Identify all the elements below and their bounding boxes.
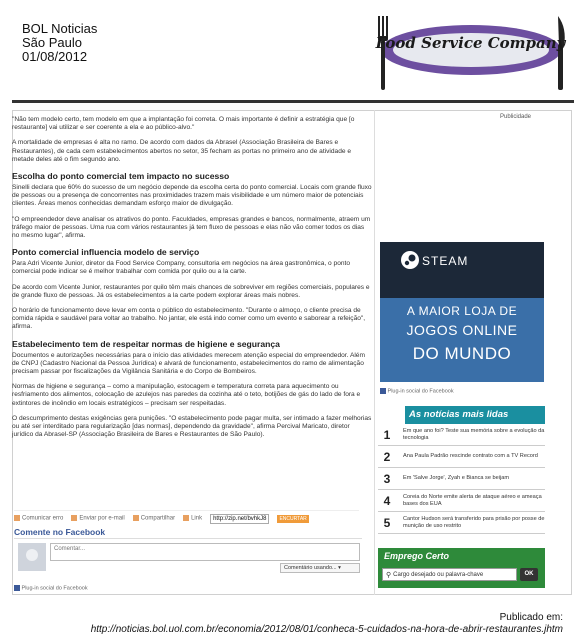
shorten-button[interactable]: ENCURTAR [279,515,307,522]
rank-number: 1 [383,427,391,442]
article-subheading: Escolha do ponto comercial tem impacto no sucesso [12,171,230,182]
rank-number: 3 [383,471,391,486]
article-paragraph: Normas de higiene e segurança – como a manipulação, estocagem e temperatura correta para aquecimento ou resfriamento dos alimentos, colocação de azulejos nas paredes da cozinha até o teto, botijões de gás do lado de fora e extintores de incêndio em locais estratégicos – precisam ser respeitadas. [12,383,361,407]
article-paragraph: Sinelli declara que 60% do sucesso de um negócio depende da escolha certa do ponto comercial. Locais com grande fluxo de pessoas ou a presença de concorrentes nas proximidades trazem mais visibilidade e um número maior de potenciais clientes. Áreas menos conhecidas demandam esforço maior de divulgação. [12,184,372,208]
article-paragraph: O descumprimento destas exigências gera punições. "O estabelecimento pode pagar multa, ser intimado a fazer melhorias ou até ser interditado para regularização [das normas], dependendo da gravidade", afirma Percival Maricato, diretor jurídico da Abrasel-SP (Associação Brasileira de Bares e Restaurantes de São Paulo). [12,414,372,439]
report-error-link[interactable] [14,515,63,522]
avatar [18,543,46,571]
ad-line-1: A MAIOR LOJA DE [406,304,518,318]
rank-number: 5 [383,515,391,530]
report-error-label: Comunicar erro [22,515,64,522]
article-paragraph: "O empreendedor deve analisar os atrativos do ponto. Faculdades, empresas grandes e bancos, normalmente, atraem um tráfego maior de pessoas. Uma rua com vários restaurantes já tem fluxo de pessoas e elas não vão comer todos os dias no mesmo lugar", afirma. [12,215,371,240]
source-date: 01/08/2012 [22,49,88,64]
comments-title: Comente no Facebook [14,527,106,537]
ad-facebook-plugin [380,388,454,394]
facebook-plugin-text: Plug-in social do Facebook [21,585,88,592]
share-icon [133,515,139,521]
search-icon: ⚲ [386,571,392,579]
email-icon [71,515,77,521]
ad-banner [380,298,544,382]
list-item[interactable] [378,490,545,512]
source-info [22,22,97,64]
list-item[interactable] [378,512,545,534]
steam-logo-icon [400,250,420,270]
job-search-input[interactable] [382,568,517,581]
list-item[interactable] [378,424,545,446]
comment-input[interactable]: Comentar... [50,543,360,561]
link-section [183,515,202,522]
source-name: BOL Noticias [22,21,98,36]
published-url[interactable]: http://noticias.bol.uol.com.br/economia/2012/08/01/conheca-5-cuidados-na-hora-de-abrir-restaurantes.jhtm [90,624,563,635]
news-link[interactable]: Coreia do Norte emite alerta de ataque aéreo e ameaça bases dos EUA [403,493,542,507]
news-link[interactable]: Ana Paula Padrão rescinde contrato com a TV Record [403,453,538,459]
list-item[interactable] [378,446,545,468]
short-link-field[interactable]: http://zip.net/bvhkJ8 [210,514,269,524]
comment-as-dropdown[interactable]: Comentário usando... ▾ [280,563,360,573]
email-link[interactable] [71,515,124,522]
ad-line-2: JOGOS ONLINE [406,322,518,338]
article-paragraph: O horário de funcionamento deve levar em conta o público do estabelecimento. "Durante o almoço, o cliente precisa de comida rápida e saudável para voltar ao trabalho. No jantar, ele está indo comer como um evento e saborear a refeição", afirma. [12,307,366,331]
article-subheading: Estabelecimento tem de respeitar normas de higiene e segurança [12,338,280,349]
published-label: Publicado em: [499,612,563,623]
header-rule [12,100,574,103]
most-read-list [378,424,545,534]
article-paragraph: De acordo com Vicente Junior, restaurantes por quilo têm mais chances de sobreviver em regiões comerciais, populares e de grande fluxo de pessoas. Já os estabelecimentos a la carte podem explorar áreas mais nobres. [12,283,370,299]
article-paragraph: A mortalidade de empresas é alta no ramo. De acordo com dados da Abrasel (Associação Brasileira de Bares e Restaurantes), de cada cem estabelecimentos abertos no setor, 35 fecham as portas no primeiro ano de atividade e metade deles até o fim segundo ano. [12,139,352,163]
rank-number: 2 [383,449,391,464]
share-link[interactable] [133,515,175,522]
list-item[interactable] [378,468,545,490]
facebook-icon [14,585,20,591]
news-link[interactable]: Em 'Salve Jorge', Zyah e Bianca se beijam [403,475,509,481]
link-icon [183,515,189,521]
rank-number: 4 [383,493,391,508]
job-search-ok-button[interactable]: OK [520,568,538,581]
job-search-placeholder: Cargo desejado ou palavra-chave [393,571,484,578]
publication-footer [91,612,563,636]
steam-ad[interactable] [380,242,544,382]
ad-plugin-text: Plug-in social do Facebook [387,388,454,395]
article-paragraph: "Não tem modelo certo, tem modelo em que a implantação foi correta. O mais importante é definir a estratégia que [o restaurante] vai utilizar e ser coerente a ela e ao público-alvo." [12,116,355,132]
share-label: Compartilhar [140,515,176,522]
ad-line-3: DO MUNDO [412,344,512,363]
job-search-title: Emprego Certo [384,551,450,561]
most-read-title: As notícias mais lidas [405,406,545,424]
advertising-label: Publicidade [500,114,532,120]
comments-box [14,538,362,584]
column-divider [374,110,375,595]
facebook-plugin-label [14,585,88,591]
news-link[interactable]: Cantor Hudson será transferido para prisão por posse de munição de uso restrito [403,515,545,529]
article-body [12,116,372,446]
article-paragraph: Documentos e autorizações necessárias para o início das atividades merecem atenção especial do empreendedor. Além de CNPJ (Cadastro Nacional da Pessoa Jurídica) e alvará de funcionamento, estabelecimentos do ramo de alimentação precisam passar por fiscalizações da Vigilância Sanitária e do Corpo de Bombeiros. [12,351,365,376]
facebook-icon [380,388,386,394]
share-bar [14,510,359,524]
source-city: São Paulo [22,35,82,50]
link-label: Link [191,515,203,522]
email-label: Enviar por e-mail [79,515,125,522]
food-service-company-logo [368,8,573,98]
article-paragraph: Para Adri Vicente Junior, diretor da Food Service Company, consultoria em negócios na área gastronômica, o ponto comercial pode indicar se é melhor trabalhar com comida por quilo ou a la carte. [12,260,351,276]
steam-brand: STEAM [422,254,469,268]
job-search-box [378,548,545,588]
news-link[interactable]: Em que ano foi? Teste sua memória sobre a evolução da tecnologia [403,427,545,441]
warning-icon [14,515,20,521]
logo-graphic [368,8,573,98]
logo-text: Food Service Company [375,34,566,52]
article-subheading: Ponto comercial influencia modelo de serviço [12,247,200,258]
